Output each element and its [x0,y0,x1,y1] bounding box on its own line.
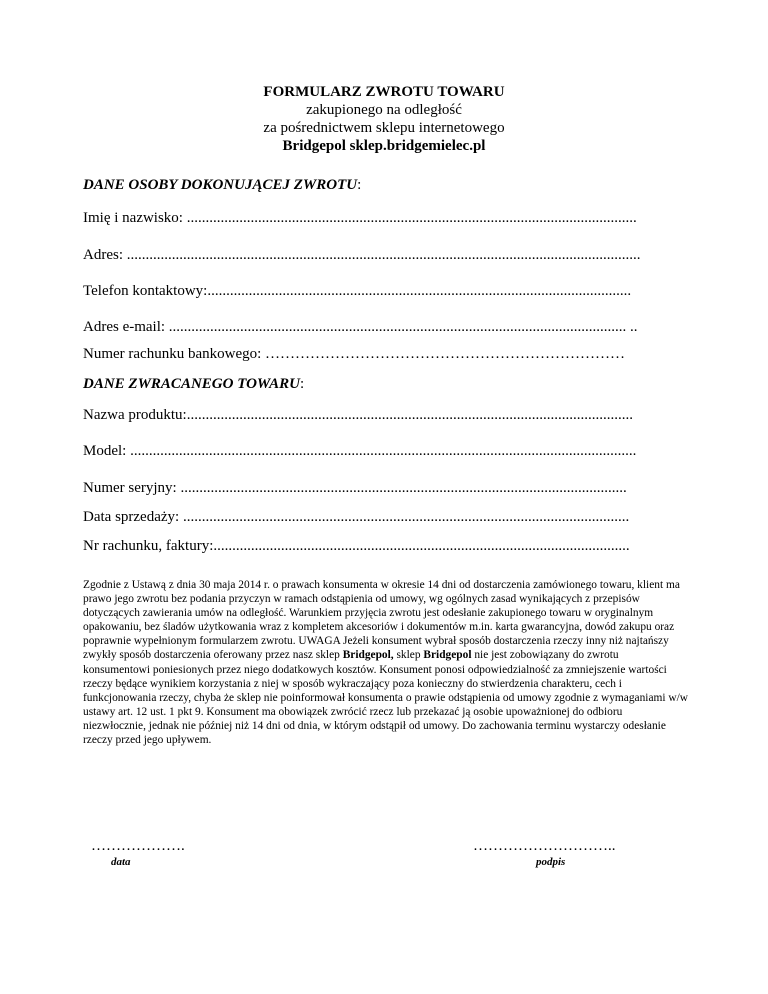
form-title: FORMULARZ ZWROTU TOWARU [263,84,505,100]
section-person-title-colon: : [357,177,362,193]
field-phone[interactable]: Telefon kontaktowy:................................................................................................................. [83,283,632,299]
date-label: data [111,856,131,868]
field-bank-account[interactable]: Numer rachunku bankowego: ……………………………………………………………… [83,346,626,362]
field-address[interactable]: Adres: ......................................................................................................................................... [83,247,641,263]
signature-label: podpis [536,856,566,868]
field-product-name[interactable]: Nazwa produktu:....................................................................................................................... [83,407,633,423]
legal-text-1: Zgodnie z Ustawą z dnia 30 maja 2014 r. o prawach konsumenta w okresie 14 dni od dostarczenia zamówionego towaru, klient ma prawo jego zwrotu bez podania przyczyn w ramach odstąpienia od umowy, wg ogólnych zasad wynikających z przepisów dotyczących zawierania umów na odległość. Warunkiem przyjęcia zwrotu jest odesłanie zakupionego towaru w oryginalnym opakowaniu, bez śladów użytkowania wraz z kompletem akcesoriów i dokumentów m.in. karta gwarancyjna, dowód zakupu oraz poprawnie wypełnionym formularzem zwrotu. UWAGA Jeżeli konsument wybrał sposób dostarczenia rzeczy inny niż najtańszy zwykły sposób dostarczenia oferowany przez nasz sklep [83,579,680,662]
field-email[interactable]: Adres e-mail: .......................................................................................................................... .. [83,319,638,335]
legal-shop-name-2: Bridgepol [423,649,472,662]
field-sale-date[interactable]: Data sprzedaży: ....................................................................................................................... [83,509,630,525]
field-serial-number[interactable]: Numer seryjny: ....................................................................................................................... [83,480,627,496]
field-full-name[interactable]: Imię i nazwisko: ........................................................................................................................ [83,210,637,226]
form-header [0,83,768,155]
signature-line[interactable]: ……………………….. [473,838,616,854]
section-person-title-text: DANE OSOBY DOKONUJĄCEJ ZWROTU [83,177,358,193]
form-subtitle-2: za pośrednictwem sklepu internetowego [263,120,505,136]
form-subtitle-1: zakupionego na odległość [306,102,462,118]
field-invoice-number[interactable]: Nr rachunku, faktury:............................................................................................................... [83,538,630,554]
shop-name: Bridgepol sklep.bridgemielec.pl [282,138,486,154]
legal-shop-name-1: Bridgepol, [342,649,394,662]
legal-notice [83,578,688,747]
date-signature-line[interactable]: ………………. [91,838,185,854]
section-person-title [83,177,361,194]
section-goods-title-text: DANE ZWRACANEGO TOWARU [83,376,300,392]
section-goods-title-colon: : [300,376,305,392]
legal-text-3: nie jest zobowiązany do zwrotu konsumentowi poniesionych przez niego dodatkowych kosztów. Konsument ponosi odpowiedzialność za zmniejszenie wartości rzeczy będące wynikiem korzystania z niej w sposób wykraczający poza konieczny do stwierdzenia charakteru, cech i funkcjonowania rzeczy, chyba że sklep nie poinformował konsumenta o prawie odstąpienia od umowy zgodnie z wymaganiami w/w ustawy art. 12 ust. 1 pkt 9. Konsument ma obowiązek zwrócić rzecz lub przekazać ją osobie upoważnionej do odbioru niezwłocznie, jednak nie później niż 14 dni od dnia, w którym odstąpił od umowy. Do zachowania terminu wystarczy odesłanie rzeczy przed jego upływem. [83,649,688,747]
section-goods-title [83,376,304,393]
field-model[interactable]: Model: ....................................................................................................................................... [83,443,637,459]
legal-text-2: sklep [393,649,424,662]
